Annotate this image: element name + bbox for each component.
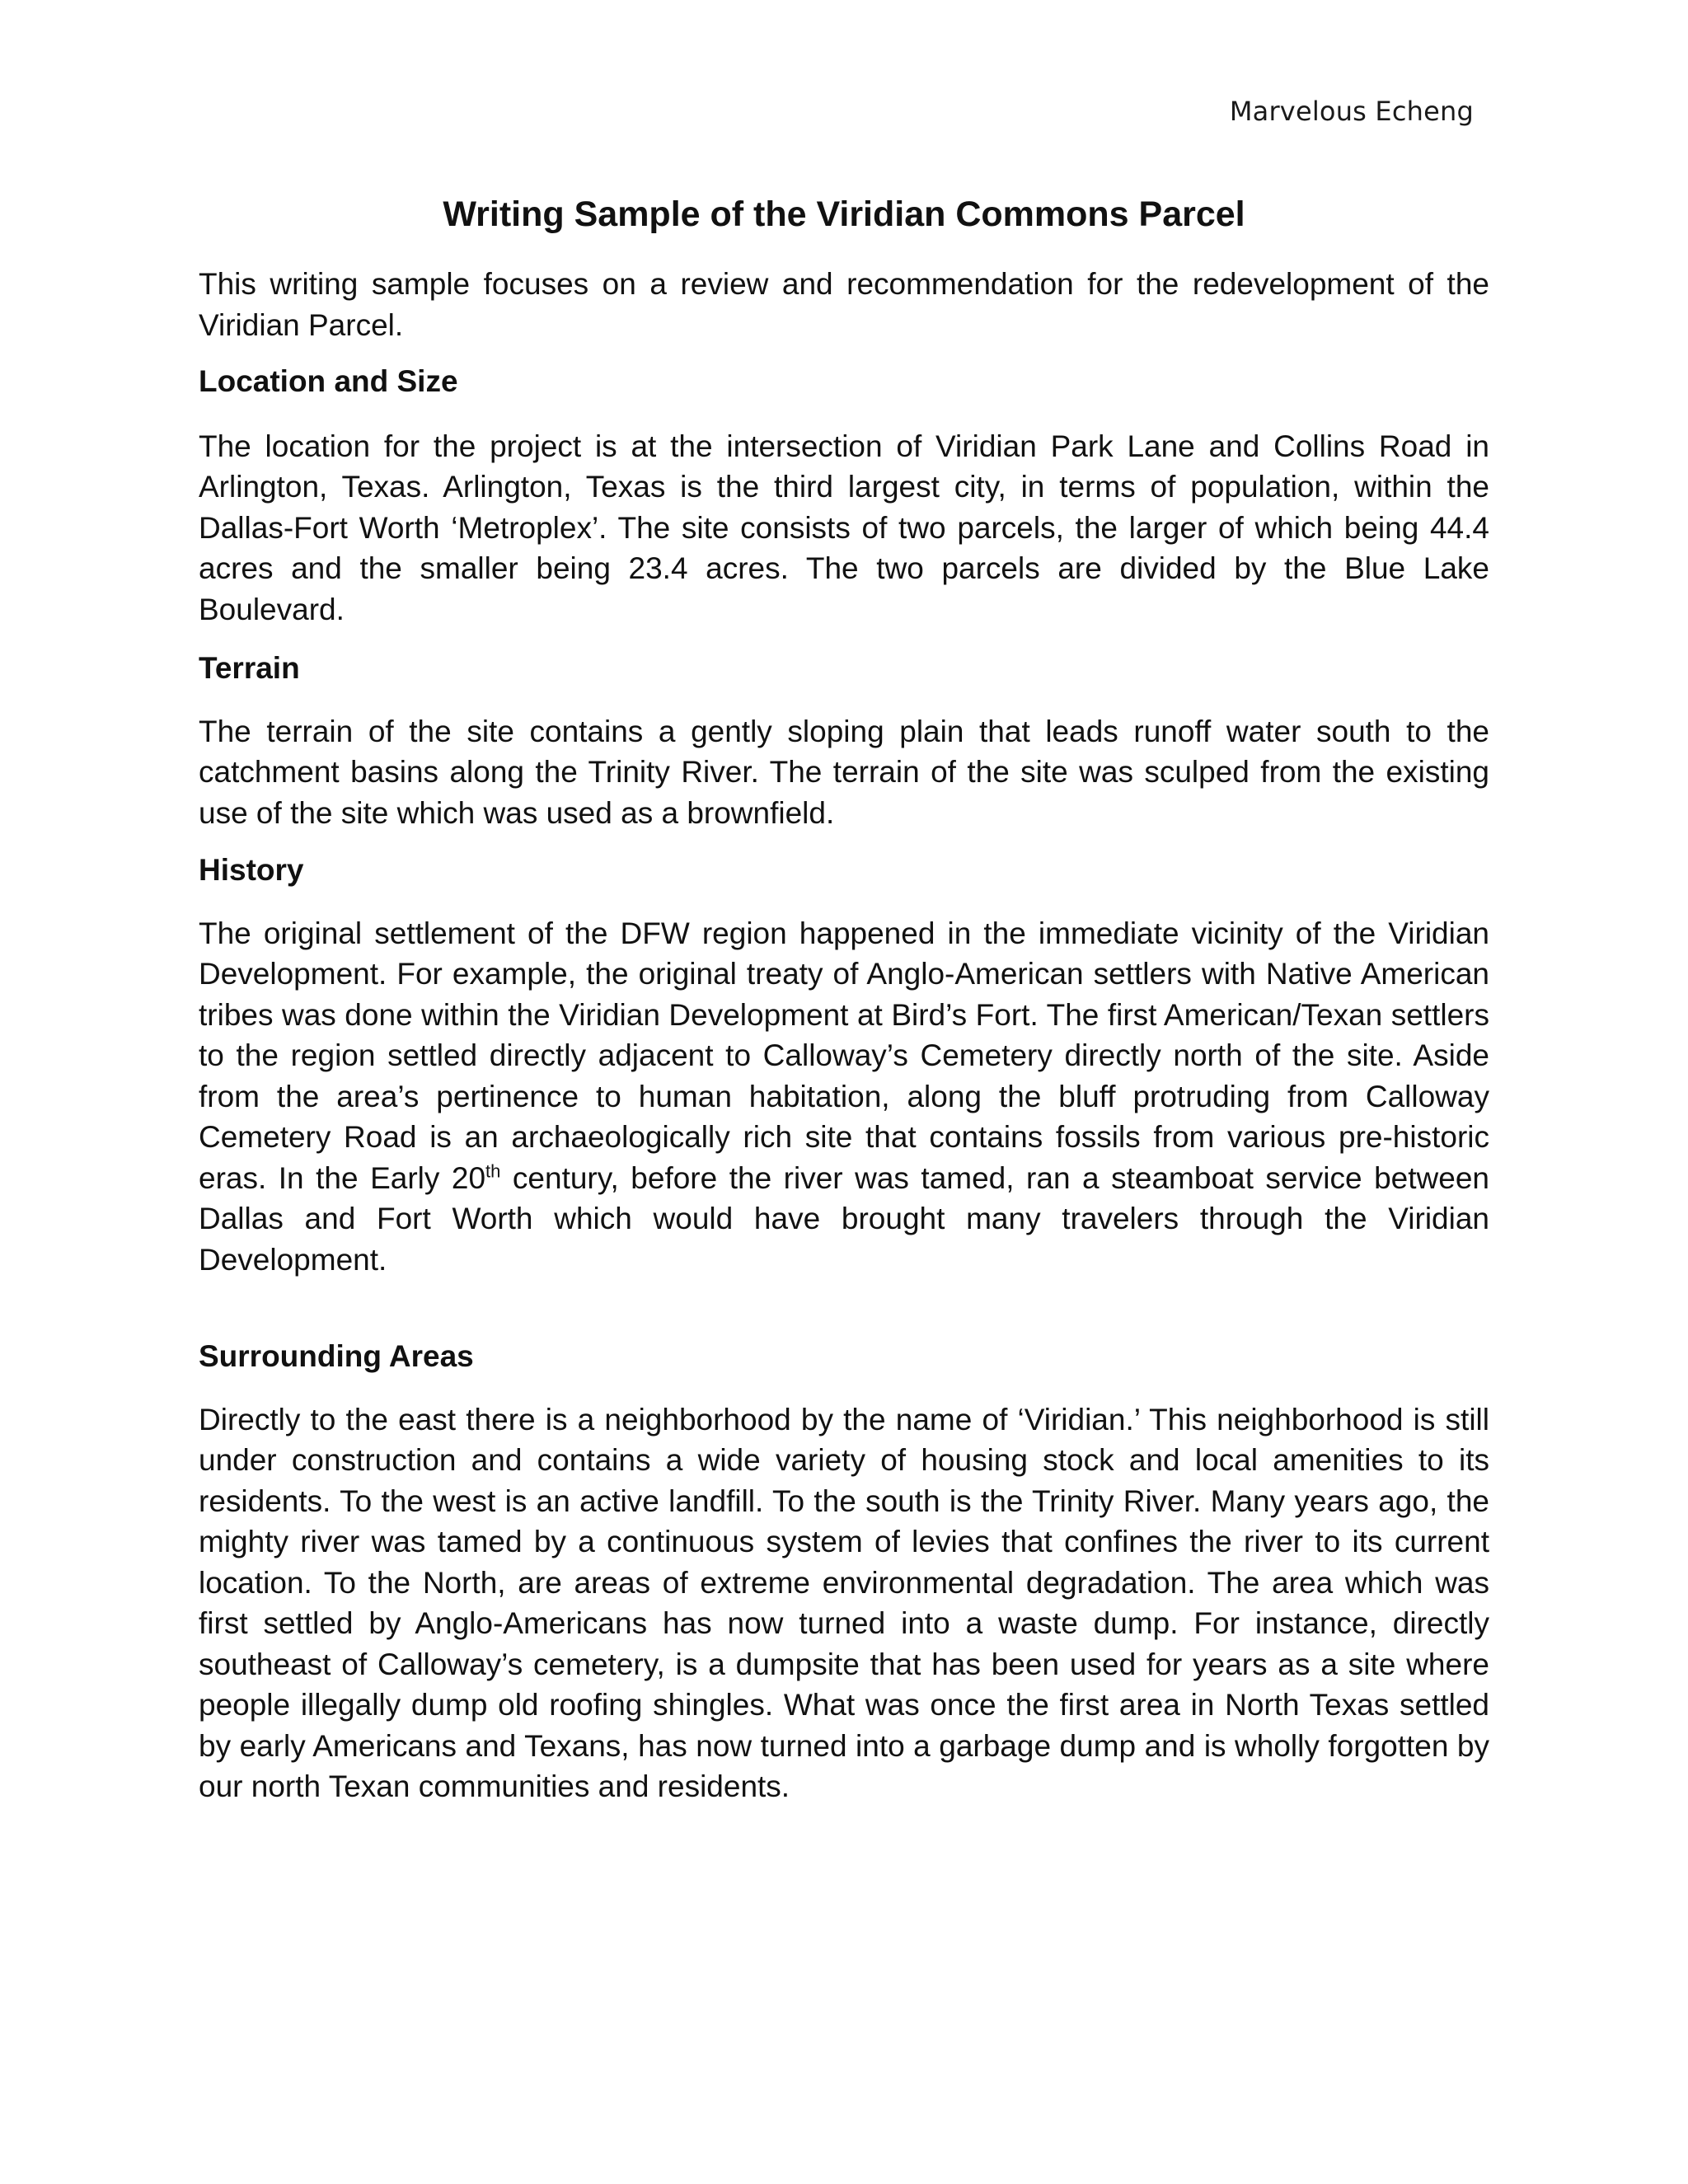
author-name: Marvelous Echeng bbox=[1229, 96, 1474, 127]
section-body-history bbox=[199, 913, 1489, 1281]
section-body-location: The location for the project is at the intersection of Viridian Park Lane and Collins Road in Arlington, Texas. Arlington, Texas is the third largest city, in terms of population, within the Dallas-Fort Worth ‘Metroplex’. The site consists of two parcels, the larger of which being 44.4 acres and the smaller being 23.4 acres. The two parcels are divided by the Blue Lake Boulevard. bbox=[199, 429, 1489, 626]
section-body-surrounding: Directly to the east there is a neighborhood by the name of ‘Viridian.’ This neighborhood is still under construction and contains a wide variety of housing stock and local amenities to its residents. To the west is an active landfill. To the south is the Trinity River. Many years ago, the mighty river was tamed by a continuous system of levies that confines the river to its current location. To the North, are areas of extreme environmental degradation. The area which was first settled by Anglo-Americans has now turned into a waste dump. For instance, directly southeast of Calloway’s cemetery, is a dumpsite that has been used for years as a site where people illegally dump old roofing shingles. What was once the first area in North Texas settled by early Americans and Texans, has now turned into a garbage dump and is wholly forgotten by our north Texan communities and residents. bbox=[199, 1402, 1489, 1803]
section-heading-terrain: Terrain bbox=[199, 651, 300, 685]
intro-paragraph: This writing sample focuses on a review and recommendation for the redevelopment of the Viridian Parcel. bbox=[199, 267, 1489, 342]
section-heading-surrounding: Surrounding Areas bbox=[199, 1339, 474, 1373]
section-body-terrain: The terrain of the site contains a gently sloping plain that leads runoff water south to the catchment basins along the Trinity River. The terrain of the site was sculped from the existing use of the site which was used as a brownfield. bbox=[199, 714, 1489, 830]
section-heading-history: History bbox=[199, 853, 304, 887]
history-text-part-2: century, before the river was tamed, ran a steamboat service between Dallas and Fort Worth which would have brought many travelers through the Viridian Development. bbox=[199, 1160, 1489, 1277]
document-title: Writing Sample of the Viridian Commons Parcel bbox=[443, 194, 1245, 234]
history-text-part-1: The original settlement of the DFW region happened in the immediate vicinity of the Viridian Development. For example, the original treaty of Anglo-American settlers with Native American tribes was done within the Viridian Development at Bird’s Fort. The first American/Texan settlers to the region settled directly adjacent to Calloway’s Cemetery directly north of the site. Aside from the area’s pertinence to human habitation, along the bluff protruding from Calloway Cemetery Road is an archaeologically rich site that contains fossils from various pre-historic eras. In the Early 20 bbox=[199, 916, 1489, 1195]
document-body bbox=[199, 264, 1489, 1807]
ordinal-superscript: th bbox=[485, 1160, 501, 1182]
section-heading-location: Location and Size bbox=[199, 364, 458, 398]
